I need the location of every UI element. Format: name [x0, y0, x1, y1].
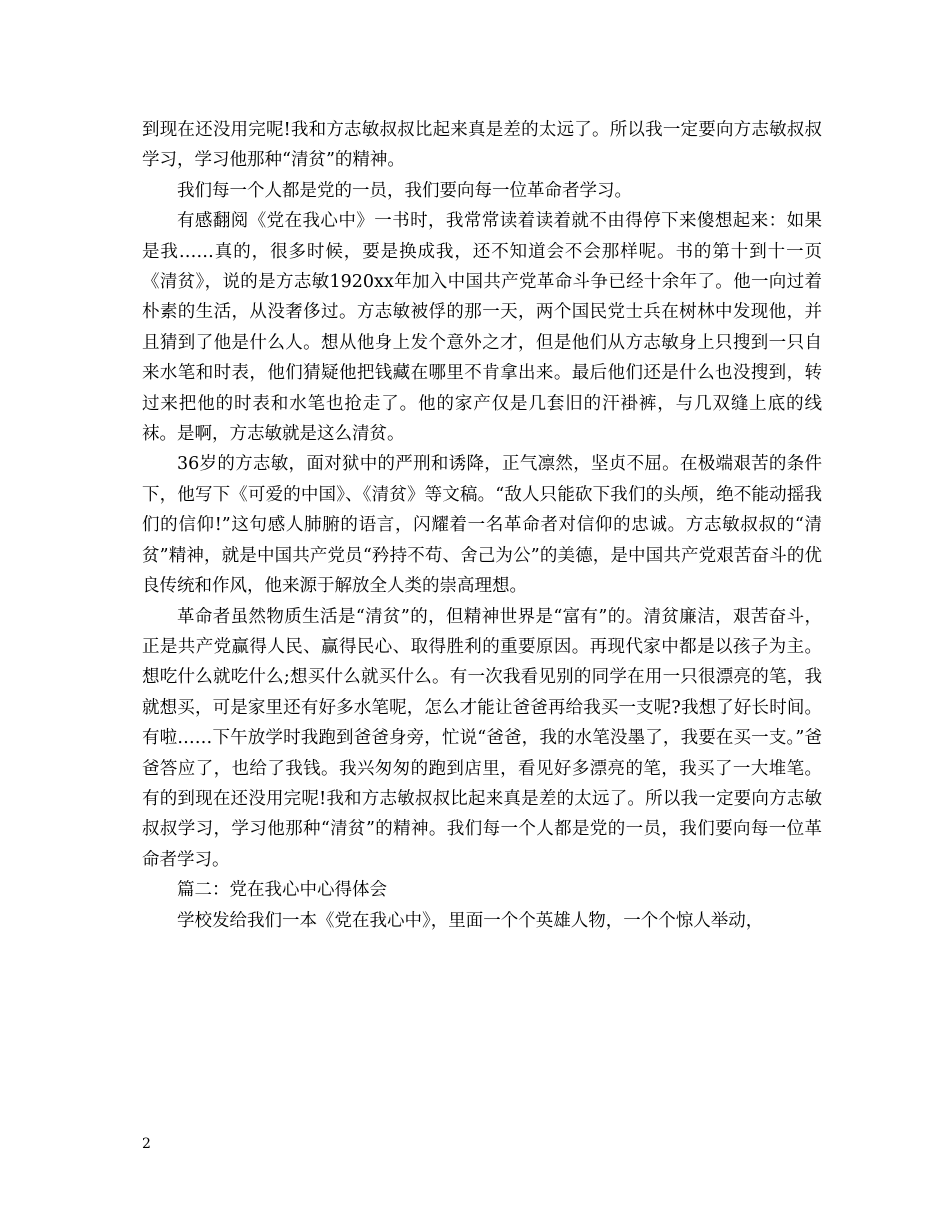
document-body [142, 115, 822, 936]
paragraph-1: 到现在还没用完呢!我和方志敏叔叔比起来真是差的太远了。所以我一定要向方志敏叔叔学习，学习他那种“清贫”的精神。 [142, 120, 822, 171]
paragraph-7: 学校发给我们一本《党在我心中》，里面一个个英雄人物，一个个惊人举动， [177, 910, 764, 931]
paragraph-4: 36岁的方志敏，面对狱中的严刑和诱降，正气凛然，坚贞不屈。在极端艰苦的条件下，他写下《可爱的中国》、《清贫》等文稿。“敌人只能砍下我们的头颅，绝不能动摇我们的信仰!”这句感人肺腑的语言，闪耀着一名革命者对信仰的忠诚。方志敏叔叔的“清贫”精神，就是中国共产党员“矜持不苟、舍己为公”的美德，是中国共产党艰苦奋斗的优良传统和作风，他来源于解放全人类的崇高理想。 [142, 454, 822, 597]
paragraph-3: 有感翻阅《党在我心中》一书时，我常常读着读着就不由得停下来傻想起来：如果是我……真的，很多时候，要是换成我，还不知道会不会那样呢。书的第十到十一页《清贫》，说的是方志敏1920xx年加入中国共产党革命斗争已经十余年了。他一向过着朴素的生活，从没奢侈过。方志敏被俘的那一天，两个国民党士兵在树林中发现他，并且猜到了他是什么人。想从他身上发个意外之才，但是他们从方志敏身上只搜到一只自来水笔和时表，他们猜疑他把钱藏在哪里不肯拿出来。最后他们还是什么也没搜到，转过来把他的时表和水笔也抢走了。他的家产仅是几套旧的汗褂裤，与几双缝上底的线袜。是啊，方志敏就是这么清贫。 [142, 211, 822, 445]
paragraph-2: 我们每一个人都是党的一员，我们要向每一位革命者学习。 [177, 180, 632, 201]
section-heading: 篇二：党在我心中心得体会 [177, 880, 387, 901]
paragraph-5: 革命者虽然物质生活是“清贫”的，但精神世界是“富有”的。清贫廉洁，艰苦奋斗，正是共产党赢得人民、赢得民心、取得胜利的重要原因。再现代家中都是以孩子为主。想吃什么就吃什么;想买什么就买什么。有一次我看见别的同学在用一只很漂亮的笔，我就想买，可是家里还有好多水笔呢，怎么才能让爸爸再给我买一支呢?我想了好长时间。有啦……下午放学时我跑到爸爸身旁，忙说“爸爸，我的水笔没墨了，我要在买一支。”爸爸答应了，也给了我钱。我兴匆匆的跑到店里，看见好多漂亮的笔，我买了一大堆笔。有的到现在还没用完呢!我和方志敏叔叔比起来真是差的太远了。所以我一定要向方志敏叔叔学习，学习他那种“清贫”的精神。我们每一个人都是党的一员，我们要向每一位革命者学习。 [142, 606, 822, 870]
page-number: 2 [142, 1136, 151, 1152]
